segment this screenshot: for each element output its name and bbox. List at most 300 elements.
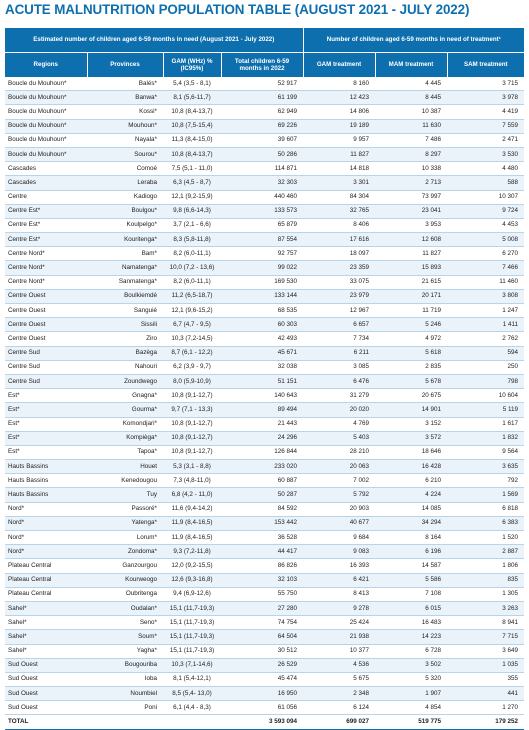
gam-treatment-cell: 16 393	[303, 559, 375, 573]
table-row	[5, 616, 524, 630]
total-children-cell: 52 917	[221, 77, 303, 91]
sam-treatment-cell: 2 887	[447, 545, 524, 559]
table-row	[5, 218, 524, 232]
region-cell: Centre	[5, 190, 87, 204]
gam-treatment-cell: 12 967	[303, 304, 375, 318]
province-cell: Kenedougou	[87, 474, 163, 488]
mam-treatment-cell: 11 719	[375, 304, 447, 318]
mam-treatment-cell: 21 615	[375, 275, 447, 289]
total-children-cell: 64 504	[221, 630, 303, 644]
table-row	[5, 247, 524, 261]
mam-treatment-cell: 20 675	[375, 389, 447, 403]
region-cell: Sahel*	[5, 616, 87, 630]
gam-rate-cell: 8,0 (5,9-10,9)	[163, 374, 221, 388]
region-cell: Nord*	[5, 502, 87, 516]
total-row	[5, 715, 524, 729]
province-cell: Leraba	[87, 176, 163, 190]
gam-treatment-cell: 7 002	[303, 474, 375, 488]
gam-treatment-cell: 20 903	[303, 502, 375, 516]
gam-rate-cell: 10,3 (7,1-14,6)	[163, 658, 221, 672]
gam-rate-cell: 5,3 (3,1 - 8,8)	[163, 460, 221, 474]
sam-treatment-cell: 4 480	[447, 162, 524, 176]
gam-treatment-cell: 20 020	[303, 403, 375, 417]
table-row	[5, 531, 524, 545]
province-cell: Kompièga*	[87, 431, 163, 445]
table-row	[5, 374, 524, 388]
total-children-cell: 55 750	[221, 587, 303, 601]
table-row	[5, 289, 524, 303]
mam-treatment-cell: 73 997	[375, 190, 447, 204]
gam-rate-cell: 9,4 (6,9-12,6)	[163, 587, 221, 601]
total-children-cell: 26 529	[221, 658, 303, 672]
region-cell: Centre Ouest	[5, 289, 87, 303]
region-cell: Plateau Central	[5, 587, 87, 601]
total-children-cell: 114 871	[221, 162, 303, 176]
gam-rate-cell: 8,1 (5,6-11,7)	[163, 91, 221, 105]
region-cell: Centre Est*	[5, 204, 87, 218]
sam-treatment-cell: 3 715	[447, 77, 524, 91]
region-cell: Est*	[5, 389, 87, 403]
province-cell: Ioba	[87, 672, 163, 686]
gam-rate-cell: 8,3 (5,8-11,8)	[163, 233, 221, 247]
region-cell: Boucle du Mouhoun*	[5, 77, 87, 91]
table-row	[5, 162, 524, 176]
total-children-cell: 133 144	[221, 289, 303, 303]
region-cell: Sahel*	[5, 630, 87, 644]
total-children-cell: 21 443	[221, 417, 303, 431]
table-row	[5, 304, 524, 318]
total-children-cell: 133 573	[221, 204, 303, 218]
total-children-cell: 50 286	[221, 147, 303, 161]
sam-treatment-cell: 1 806	[447, 559, 524, 573]
gam-treatment-cell: 4 536	[303, 658, 375, 672]
gam-treatment-cell: 9 083	[303, 545, 375, 559]
gam-rate-cell: 15,1 (11,7-19,3)	[163, 601, 221, 615]
sam-treatment-cell: 6 383	[447, 516, 524, 530]
province-cell: Komondjari*	[87, 417, 163, 431]
gam-treatment-cell: 5 675	[303, 672, 375, 686]
mam-treatment-cell: 11 630	[375, 119, 447, 133]
gam-rate-cell: 10,8 (7,5-15,4)	[163, 119, 221, 133]
mam-treatment-cell: 3 572	[375, 431, 447, 445]
gam-treatment-cell: 8 160	[303, 77, 375, 91]
sam-treatment-cell: 1 832	[447, 431, 524, 445]
region-cell: Centre Sud	[5, 346, 87, 360]
sam-treatment-cell: 7 466	[447, 261, 524, 275]
sam-treatment-cell: 10 307	[447, 190, 524, 204]
gam-treatment-cell: 6 211	[303, 346, 375, 360]
table-row	[5, 204, 524, 218]
gam-treatment-cell: 5 403	[303, 431, 375, 445]
region-cell: Sahel*	[5, 644, 87, 658]
total-children-cell: 16 950	[221, 687, 303, 701]
gam-rate-cell: 10,3 (7,2-14,5)	[163, 332, 221, 346]
province-cell: Tapoa*	[87, 445, 163, 459]
total-children-cell: 32 303	[221, 176, 303, 190]
gam-treatment-cell: 33 075	[303, 275, 375, 289]
table-row	[5, 630, 524, 644]
province-cell: Lorum*	[87, 531, 163, 545]
gam-treatment-cell: 23 359	[303, 261, 375, 275]
sam-treatment-cell: 2 471	[447, 133, 524, 147]
sam-treatment-cell: 441	[447, 687, 524, 701]
province-cell: Boulkiemdé	[87, 289, 163, 303]
mam-treatment-cell: 8 297	[375, 147, 447, 161]
gam-rate-cell: 9,7 (7,1 - 13,3)	[163, 403, 221, 417]
total-children-cell: 45 474	[221, 672, 303, 686]
province-cell: Nahouri	[87, 360, 163, 374]
table-row	[5, 417, 524, 431]
province-cell: Poni	[87, 701, 163, 715]
sam-treatment-cell: 792	[447, 474, 524, 488]
sam-treatment-cell: 11 460	[447, 275, 524, 289]
sam-treatment-cell: 2 762	[447, 332, 524, 346]
region-cell: Centre Ouest	[5, 304, 87, 318]
province-cell: Kossi*	[87, 105, 163, 119]
column-header-sam-treatment: SAM treatment	[447, 53, 524, 78]
mam-treatment-cell: 14 223	[375, 630, 447, 644]
table-row	[5, 587, 524, 601]
mam-treatment-cell: 11 827	[375, 247, 447, 261]
table-body	[5, 77, 524, 729]
gam-rate-cell: 9,8 (6,6-14,3)	[163, 204, 221, 218]
gam-treatment-cell: 11 827	[303, 147, 375, 161]
gam-treatment-cell: 9 278	[303, 601, 375, 615]
total-children-cell: 233 020	[221, 460, 303, 474]
gam-treatment-cell: 12 423	[303, 91, 375, 105]
mam-treatment-cell: 7 486	[375, 133, 447, 147]
sam-treatment-cell: 1 411	[447, 318, 524, 332]
column-header-regions: Regions	[5, 53, 87, 78]
table-row	[5, 105, 524, 119]
gam-treatment-cell: 32 765	[303, 204, 375, 218]
mam-treatment-cell: 23 041	[375, 204, 447, 218]
mam-treatment-cell: 5 586	[375, 573, 447, 587]
total-children-cell: 65 879	[221, 218, 303, 232]
total-children-cell: 39 607	[221, 133, 303, 147]
total-label: TOTAL	[5, 715, 87, 729]
mam-treatment-cell: 15 893	[375, 261, 447, 275]
sam-treatment-cell: 3 649	[447, 644, 524, 658]
total-children-cell: 440 460	[221, 190, 303, 204]
gam-treatment-cell: 31 279	[303, 389, 375, 403]
table-row	[5, 403, 524, 417]
total-mam-treatment-cell: 519 775	[375, 715, 447, 729]
group-header-in-need: Estimated number of children aged 6-59 months in need (August 2021 - July 2022)	[5, 28, 303, 53]
table-row	[5, 318, 524, 332]
region-cell: Hauts Bassins	[5, 474, 87, 488]
region-cell: Centre Sud	[5, 374, 87, 388]
mam-treatment-cell: 8 445	[375, 91, 447, 105]
gam-rate-cell: 6,1 (4,4 - 8,3)	[163, 701, 221, 715]
region-cell: Hauts Bassins	[5, 460, 87, 474]
sam-treatment-cell: 9 564	[447, 445, 524, 459]
province-cell: Kouritenga*	[87, 233, 163, 247]
mam-treatment-cell: 10 387	[375, 105, 447, 119]
gam-rate-cell: 12,0 (9,2-15,5)	[163, 559, 221, 573]
gam-rate-cell: 10,0 (7,2 - 13,6)	[163, 261, 221, 275]
province-cell: Nayala*	[87, 133, 163, 147]
sam-treatment-cell: 3 978	[447, 91, 524, 105]
mam-treatment-cell: 5 246	[375, 318, 447, 332]
sam-treatment-cell: 7 715	[447, 630, 524, 644]
mam-treatment-cell: 5 320	[375, 672, 447, 686]
gam-treatment-cell: 8 413	[303, 587, 375, 601]
total-children-cell: 27 280	[221, 601, 303, 615]
province-cell: Koulpelgo*	[87, 218, 163, 232]
mam-treatment-cell: 10 338	[375, 162, 447, 176]
region-cell: Centre Est*	[5, 218, 87, 232]
province-cell: Bazèga	[87, 346, 163, 360]
region-cell: Centre Ouest	[5, 318, 87, 332]
region-cell: Cascades	[5, 162, 87, 176]
malnutrition-table	[5, 28, 524, 730]
table-row	[5, 431, 524, 445]
sam-treatment-cell: 6 270	[447, 247, 524, 261]
region-cell: Sud Ouest	[5, 701, 87, 715]
gam-rate-cell: 6,7 (4,7 - 9,5)	[163, 318, 221, 332]
table-row	[5, 644, 524, 658]
sam-treatment-cell: 594	[447, 346, 524, 360]
total-children-cell: 60 887	[221, 474, 303, 488]
table-row	[5, 502, 524, 516]
mam-treatment-cell: 4 224	[375, 488, 447, 502]
table-row	[5, 658, 524, 672]
mam-treatment-cell: 5 618	[375, 346, 447, 360]
table-row	[5, 545, 524, 559]
gam-rate-cell: 8,5 (5,4- 13,0)	[163, 687, 221, 701]
group-header-treatment: Number of children aged 6-59 months in need of treatment¹	[303, 28, 524, 53]
province-cell: Gnagna*	[87, 389, 163, 403]
sam-treatment-cell: 1 247	[447, 304, 524, 318]
gam-treatment-cell: 14 806	[303, 105, 375, 119]
gam-rate-cell: 7,5 (5,1 - 11,0)	[163, 162, 221, 176]
mam-treatment-cell: 14 587	[375, 559, 447, 573]
province-cell: Oubritenga	[87, 587, 163, 601]
province-cell: Oudalan*	[87, 601, 163, 615]
total-children-cell: 42 493	[221, 332, 303, 346]
region-cell: Centre Nord*	[5, 275, 87, 289]
province-cell: Comoé	[87, 162, 163, 176]
gam-rate-cell: 12,6 (9,3-16,8)	[163, 573, 221, 587]
mam-treatment-cell: 20 171	[375, 289, 447, 303]
table-row	[5, 701, 524, 715]
sam-treatment-cell: 5 119	[447, 403, 524, 417]
mam-treatment-cell: 5 678	[375, 374, 447, 388]
province-cell: Sissili	[87, 318, 163, 332]
region-cell: Est*	[5, 403, 87, 417]
sam-treatment-cell: 3 263	[447, 601, 524, 615]
mam-treatment-cell: 6 015	[375, 601, 447, 615]
mam-treatment-cell: 6 196	[375, 545, 447, 559]
total-gam-rate-cell	[163, 715, 221, 729]
gam-rate-cell: 8,1 (5,4-12,1)	[163, 672, 221, 686]
mam-treatment-cell: 16 483	[375, 616, 447, 630]
sam-treatment-cell: 1 569	[447, 488, 524, 502]
mam-treatment-cell: 4 445	[375, 77, 447, 91]
province-cell: Sanmatenga*	[87, 275, 163, 289]
sam-treatment-cell: 835	[447, 573, 524, 587]
total-children-cell: 140 643	[221, 389, 303, 403]
region-cell: Boucle du Mouhoun*	[5, 147, 87, 161]
gam-rate-cell: 10,8 (9,1-12,7)	[163, 417, 221, 431]
sam-treatment-cell: 1 617	[447, 417, 524, 431]
gam-rate-cell: 8,2 (6,0-11,1)	[163, 247, 221, 261]
column-header-mam-treatment: MAM treatment	[375, 53, 447, 78]
gam-treatment-cell: 17 616	[303, 233, 375, 247]
region-cell: Boucle du Mouhoun*	[5, 119, 87, 133]
table-row	[5, 488, 524, 502]
gam-rate-cell: 9,3 (7,2-11,8)	[163, 545, 221, 559]
gam-treatment-cell: 9 684	[303, 531, 375, 545]
gam-rate-cell: 11,3 (8,4-15,0)	[163, 133, 221, 147]
total-children-cell: 153 442	[221, 516, 303, 530]
total-gam-treatment-cell: 699 027	[303, 715, 375, 729]
sam-treatment-cell: 8 941	[447, 616, 524, 630]
province-cell: Ziro	[87, 332, 163, 346]
gam-rate-cell: 11,2 (6,5-18,7)	[163, 289, 221, 303]
gam-rate-cell: 15,1 (11,7-19,3)	[163, 616, 221, 630]
mam-treatment-cell: 12 608	[375, 233, 447, 247]
province-cell: Seno*	[87, 616, 163, 630]
gam-rate-cell: 10,8 (8,4-13,7)	[163, 105, 221, 119]
gam-treatment-cell: 21 938	[303, 630, 375, 644]
mam-treatment-cell: 34 294	[375, 516, 447, 530]
region-cell: Est*	[5, 431, 87, 445]
region-cell: Boucle du Mouhoun*	[5, 133, 87, 147]
mam-treatment-cell: 4 972	[375, 332, 447, 346]
table-row	[5, 275, 524, 289]
region-cell: Sahel*	[5, 601, 87, 615]
page-title: ACUTE MALNUTRITION POPULATION TABLE (AUGUST 2021 - JULY 2022)	[5, 2, 470, 17]
total-children-cell: 24 296	[221, 431, 303, 445]
gam-treatment-cell: 6 657	[303, 318, 375, 332]
gam-treatment-cell: 3 085	[303, 360, 375, 374]
mam-treatment-cell: 14 901	[375, 403, 447, 417]
province-cell: Zondoma*	[87, 545, 163, 559]
total-children-cell: 61 199	[221, 91, 303, 105]
region-cell: Est*	[5, 445, 87, 459]
province-cell: Kourweogo	[87, 573, 163, 587]
gam-treatment-cell: 6 421	[303, 573, 375, 587]
mam-treatment-cell: 1 907	[375, 687, 447, 701]
region-cell: Nord*	[5, 545, 87, 559]
gam-treatment-cell: 10 377	[303, 644, 375, 658]
region-cell: Centre Nord*	[5, 261, 87, 275]
gam-treatment-cell: 3 301	[303, 176, 375, 190]
region-cell: Nord*	[5, 516, 87, 530]
column-header-provinces: Provinces	[87, 53, 163, 78]
total-children-cell: 169 530	[221, 275, 303, 289]
table-row	[5, 573, 524, 587]
sam-treatment-cell: 5 008	[447, 233, 524, 247]
mam-treatment-cell: 6 728	[375, 644, 447, 658]
mam-treatment-cell: 2 835	[375, 360, 447, 374]
table-row	[5, 672, 524, 686]
sam-treatment-cell: 9 724	[447, 204, 524, 218]
mam-treatment-cell: 6 210	[375, 474, 447, 488]
sam-treatment-cell: 3 808	[447, 289, 524, 303]
column-header-gam: GAM (WHz) % (IC95%)	[163, 53, 221, 78]
gam-treatment-cell: 23 979	[303, 289, 375, 303]
total-children-cell: 50 287	[221, 488, 303, 502]
province-cell: Gourma*	[87, 403, 163, 417]
province-cell: Zoundwego	[87, 374, 163, 388]
total-children-cell: 68 535	[221, 304, 303, 318]
table-header	[5, 28, 524, 77]
gam-rate-cell: 11,9 (8,4-16,5)	[163, 516, 221, 530]
sam-treatment-cell: 1 520	[447, 531, 524, 545]
region-cell: Plateau Central	[5, 573, 87, 587]
column-header-total-children: Total children 6-59 months in 2022	[221, 53, 303, 78]
mam-treatment-cell: 3 953	[375, 218, 447, 232]
table-row	[5, 559, 524, 573]
region-cell: Sud Ouest	[5, 672, 87, 686]
total-children-cell: 74 754	[221, 616, 303, 630]
gam-rate-cell: 15,1 (11,7-19,3)	[163, 644, 221, 658]
table-row	[5, 147, 524, 161]
region-cell: Est*	[5, 417, 87, 431]
gam-treatment-cell: 6 476	[303, 374, 375, 388]
province-cell: Bam*	[87, 247, 163, 261]
total-children-cell: 3 593 094	[221, 715, 303, 729]
region-cell: Cascades	[5, 176, 87, 190]
gam-rate-cell: 8,7 (6,1 - 12,2)	[163, 346, 221, 360]
table-row	[5, 445, 524, 459]
region-cell: Centre Ouest	[5, 332, 87, 346]
gam-rate-cell: 6,2 (3,9 - 9,7)	[163, 360, 221, 374]
mam-treatment-cell: 8 164	[375, 531, 447, 545]
mam-treatment-cell: 3 502	[375, 658, 447, 672]
gam-rate-cell: 10,8 (9,1-12,7)	[163, 445, 221, 459]
gam-treatment-cell: 40 677	[303, 516, 375, 530]
gam-treatment-cell: 84 304	[303, 190, 375, 204]
table-row	[5, 233, 524, 247]
gam-treatment-cell: 4 769	[303, 417, 375, 431]
total-children-cell: 126 844	[221, 445, 303, 459]
sam-treatment-cell: 6 818	[447, 502, 524, 516]
province-cell: Banwa*	[87, 91, 163, 105]
gam-treatment-cell: 18 097	[303, 247, 375, 261]
gam-rate-cell: 10,8 (8,4-13,7)	[163, 147, 221, 161]
column-header-gam-treatment: GAM treatment	[303, 53, 375, 78]
table-row	[5, 176, 524, 190]
province-cell: Houet	[87, 460, 163, 474]
province-cell: Tuy	[87, 488, 163, 502]
gam-treatment-cell: 5 792	[303, 488, 375, 502]
gam-rate-cell: 6,8 (4,2 - 11,0)	[163, 488, 221, 502]
total-children-cell: 61 056	[221, 701, 303, 715]
gam-treatment-cell: 14 818	[303, 162, 375, 176]
province-cell: Yatenga*	[87, 516, 163, 530]
total-children-cell: 89 494	[221, 403, 303, 417]
total-children-cell: 69 226	[221, 119, 303, 133]
sam-treatment-cell: 1 305	[447, 587, 524, 601]
gam-rate-cell: 10,8 (9,1-12,7)	[163, 431, 221, 445]
province-cell: Sourou*	[87, 147, 163, 161]
gam-rate-cell: 6,3 (4,5 - 8,7)	[163, 176, 221, 190]
table-row	[5, 190, 524, 204]
mam-treatment-cell: 18 646	[375, 445, 447, 459]
sam-treatment-cell: 4 453	[447, 218, 524, 232]
mam-treatment-cell: 2 713	[375, 176, 447, 190]
total-sam-treatment-cell: 179 252	[447, 715, 524, 729]
table-row	[5, 516, 524, 530]
gam-treatment-cell: 19 189	[303, 119, 375, 133]
province-cell: Ganzourgou	[87, 559, 163, 573]
gam-rate-cell: 11,6 (9,4-14,2)	[163, 502, 221, 516]
region-cell: Hauts Bassins	[5, 488, 87, 502]
